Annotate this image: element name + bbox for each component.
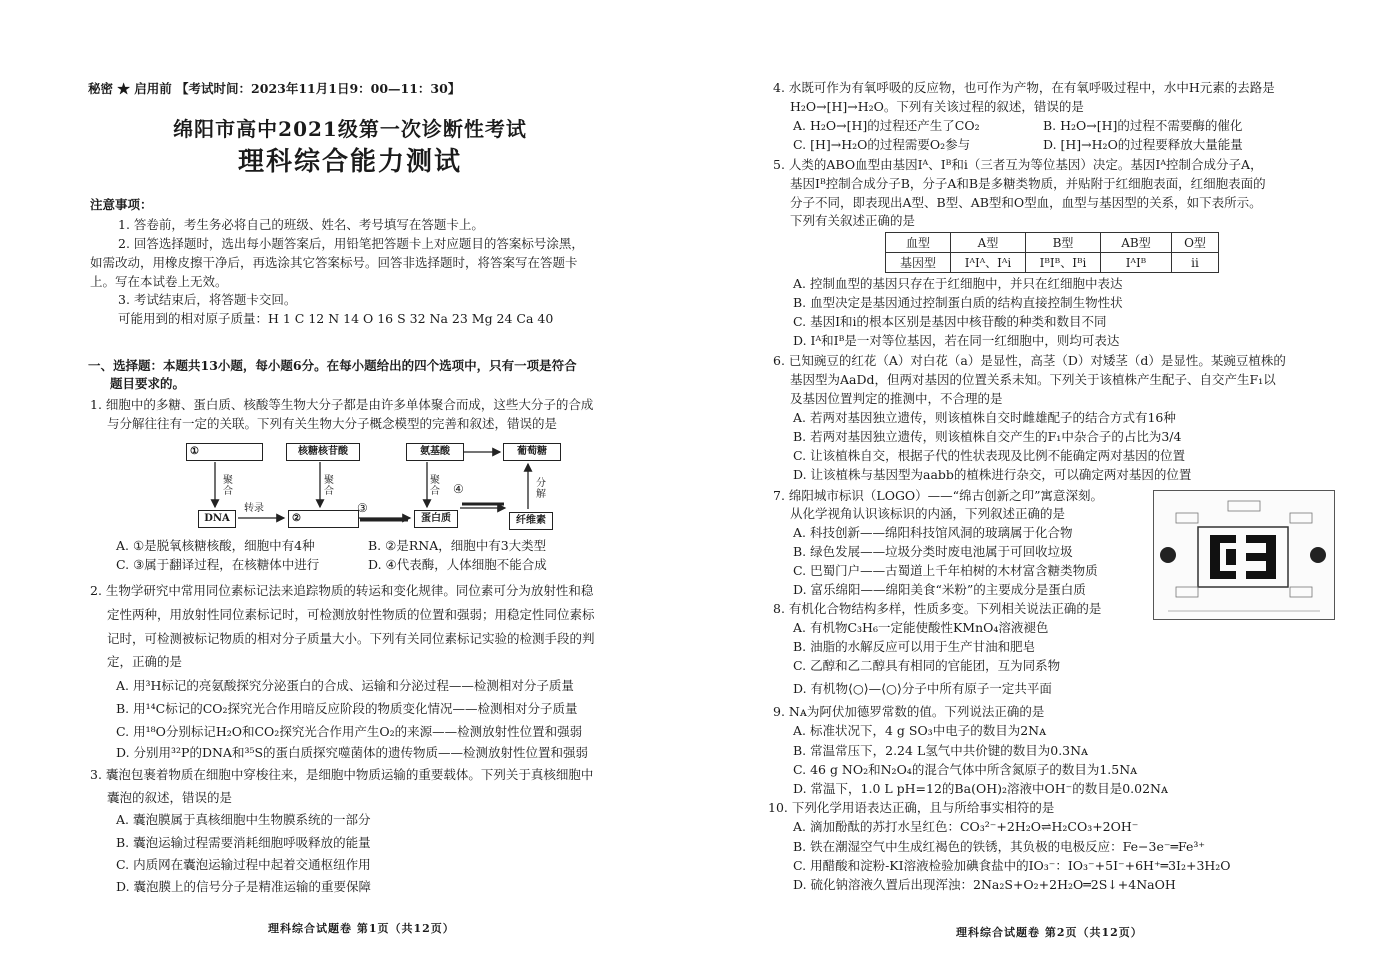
question-1-stem-cont: 与分解往往有一定的关联。下列有关生物大分子概念模型的完善和叙述，错误的是 (107, 416, 558, 431)
table-cell: B型 (1026, 233, 1101, 253)
q10-option-d: D. 硫化钠溶液久置后出现浑浊：2Na₂S+O₂+2H₂O═2S↓+4NaOH (793, 877, 1176, 892)
question-2-stem-cont: 定性两种，用放射性同位素标记时，可检测放射性物质的位置和强弱；用稳定性同位素标 (107, 607, 595, 622)
diagram-box-amino-acid: 氨基酸 (406, 443, 464, 461)
q2-option-a: A. 用³H标记的亮氨酸探究分泌蛋白的合成、运输和分泌过程——检测相对分子质量 (116, 678, 574, 693)
question-7-stem-cont: 从化学视角认识该标识的内涵，下列叙述正确的是 (790, 506, 1066, 521)
question-3-stem: 3. 囊泡包裹着物质在细胞中穿梭往来，是细胞中物质运输的重要载体。下列关于真核细胞中 (90, 767, 594, 782)
question-2-stem-cont: 定，正确的是 (107, 654, 183, 669)
q7-option-d: D. 富乐绵阳——绵阳美食“米粉”的主要成分是蛋白质 (793, 582, 1086, 597)
table-row (886, 253, 1219, 273)
q6-option-b: B. 若两对基因独立遗传，则该植株自交产生的F₁中杂合子的占比为3/4 (793, 429, 1182, 444)
question-2-stem-cont: 记时，可检测被标记物质的相对分子质量大小。下列有关同位素标记实验的检测手段的判 (107, 631, 595, 646)
q3-option-a: A. 囊泡膜属于真核细胞中生物膜系统的一部分 (116, 812, 371, 827)
note-line: 上。写在本试卷上无效。 (90, 274, 228, 289)
diagram-label-decomp: 分解 (536, 478, 546, 500)
q6-option-a: A. 若两对基因独立遗传，则该植株自交时雌雄配子的结合方式有16种 (793, 410, 1176, 425)
table-cell: IᴬIᴬ、Iᴬi (951, 253, 1026, 273)
q7-option-a: A. 科技创新——绵阳科技馆风洞的玻璃属于化合物 (793, 525, 1073, 540)
question-5-stem-cont: 分子不同，即表现出A型、B型、AB型和O型血，血型与基因型的关系，如下表所示。 (790, 195, 1262, 210)
section-heading: 一、选择题：本题共13小题，每小题6分。在每小题给出的四个选项中，只有一项是符合 (88, 358, 577, 373)
section-heading-cont: 题目要求的。 (110, 376, 186, 391)
q1-option-b: B. ②是RNA，细胞中有3大类型 (368, 538, 547, 553)
question-9-stem: 9. Nᴀ为阿伏加德罗常数的值。下列说法正确的是 (773, 704, 1045, 719)
logo-annotations (1176, 501, 1312, 597)
question-7-stem: 7. 绵阳城市标识（LOGO）——“绵古创新之印”寓意深刻。 (773, 488, 1103, 503)
question-2-stem: 2. 生物学研究中常用同位素标记法来追踪物质的转运和变化规律。同位素可分为放射性和稳 (90, 583, 594, 598)
footer-page-1: 理科综合试题卷 第1页（共12页） (268, 922, 455, 935)
diagram-label-3: ③ (357, 501, 368, 515)
diagram-arrows (0, 0, 700, 560)
macromolecule-diagram (0, 0, 700, 560)
blood-type-table (885, 232, 1219, 273)
logo-seal (1210, 535, 1276, 579)
question-3-stem-cont: 囊泡的叙述，错误的是 (107, 790, 233, 805)
q2-option-d: D. 分别用³²P的DNA和³⁵S的蛋白质探究噬菌体的遗传物质——检测放射性位置和强弱 (116, 745, 589, 760)
q3-option-c: C. 内质网在囊泡运输过程中起着交通枢纽作用 (116, 857, 371, 872)
q3-option-d: D. 囊泡膜上的信号分子是精准运输的重要保障 (116, 879, 372, 894)
question-4-stem: 4. 水既可作为有氧呼吸的反应物，也可作为产物，在有氧呼吸过程中，水中H元素的去路是 (773, 80, 1275, 95)
table-row (886, 233, 1219, 253)
note-line: 3. 考试结束后，将答题卡交回。 (118, 292, 297, 307)
q7-option-b: B. 绿色发展——垃圾分类时废电池属于可回收垃圾 (793, 544, 1073, 559)
q10-option-c: C. 用醋酸和淀粉-KI溶液检验加碘食盐中的IO₃⁻：IO₃⁻+5I⁻+6H⁺═3I₂+3H₂O (793, 858, 1231, 873)
q9-option-a: A. 标准状况下，4 g SO₃中电子的数目为2Nᴀ (793, 723, 1047, 738)
q6-option-d: D. 让该植株与基因型为aabb的植株进行杂交，可以确定两对基因的位置 (793, 467, 1192, 482)
exam-title: 绵阳市高中2021级第一次诊断性考试 (173, 117, 527, 141)
table-cell: 基因型 (886, 253, 951, 273)
q7-option-c: C. 巴蜀门户——古蜀道上千年柏树的木材富含糖类物质 (793, 563, 1098, 578)
q9-option-d: D. 常温下，1.0 L pH=12的Ba(OH)₂溶液中OH⁻的数目是0.02Nᴀ (793, 781, 1169, 796)
q8-option-c: C. 乙醇和乙二醇具有相同的官能团，互为同系物 (793, 658, 1061, 673)
q9-option-c: C. 46 g NO₂和N₂O₄的混合气体中所含氮原子的数目为1.5Nᴀ (793, 762, 1138, 777)
note-line: 如需改动，用橡皮擦干净后，再选涂其它答案标号。回答非选择题时，将答案写在答题卡 (90, 255, 578, 270)
q4-option-a: A. H₂O→[H]的过程还产生了CO₂ (793, 118, 980, 133)
q2-option-c: C. 用¹⁸O分别标记H₂O和CO₂探究光合作用产生O₂的来源——检测放射性位置和强弱 (116, 724, 583, 739)
notes-heading: 注意事项： (90, 197, 153, 212)
q2-option-b: B. 用¹⁴C标记的CO₂探究光合作用暗反应阶段的物质变化情况——检测相对分子质量 (116, 701, 578, 716)
q9-option-b: B. 常温常压下，2.24 L氢气中共价键的数目为0.3Nᴀ (793, 743, 1089, 758)
exam-subtitle: 理科综合能力测试 (237, 147, 462, 177)
q3-option-b: B. 囊泡运输过程需要消耗细胞呼吸释放的能量 (116, 835, 371, 850)
q5-option-c: C. 基因I和i的根本区别是基因中核苷酸的种类和数目不同 (793, 314, 1107, 329)
q1-option-a: A. ①是脱氧核糖核酸，细胞中有4种 (116, 538, 315, 553)
diagram-box-cellulose: 纤维素 (509, 512, 553, 530)
q8-option-d: D. 有机物⟨○⟩—⟨○⟩分子中所有原子一定共平面 (793, 681, 1052, 696)
question-1-stem: 1. 细胞中的多糖、蛋白质、核酸等生物大分子都是由许多单体聚合而成，这些大分子的合成 (90, 397, 594, 412)
q5-option-d: D. Iᴬ和Iᴮ是一对等位基因，若在同一红细胞中，则均可表达 (793, 333, 1120, 348)
q8-option-a: A. 有机物C₃H₆一定能使酸性KMnO₄溶液褪色 (793, 620, 1049, 635)
question-5-stem: 5. 人类的ABO血型由基因Iᴬ、Iᴮ和i（三者互为等位基因）决定。基因Iᴬ控制合成分子A， (773, 157, 1263, 172)
q10-option-b: B. 铁在潮湿空气中生成红褐色的铁锈，其负极的电极反应：Fe−3e⁻═Fe³⁺ (793, 839, 1205, 854)
q8-option-b: B. 油脂的水解反应可以用于生产甘油和肥皂 (793, 639, 1036, 654)
diagram-box-1: ① (186, 443, 263, 461)
diagram-label-transcription: 转录 (244, 503, 264, 514)
table-cell: ii (1172, 253, 1219, 273)
city-logo-graphic (1154, 491, 1334, 619)
question-4-stem-cont: H₂O→[H]→H₂O。下列有关该过程的叙述，错误的是 (790, 99, 1084, 114)
logo-left-dot (1160, 547, 1176, 563)
diagram-label-poly-1: 聚合 (223, 475, 233, 497)
q4-option-d: D. [H]→H₂O的过程要释放大量能量 (1043, 137, 1243, 152)
q5-option-b: B. 血型决定是基因通过控制蛋白质的结构直接控制生物性状 (793, 295, 1123, 310)
note-line: 2. 回答选择题时，选出每小题答案后，用铅笔把答题卡上对应题目的答案标号涂黑， (118, 236, 584, 251)
logo-right-dot (1310, 547, 1326, 563)
q4-option-c: C. [H]→H₂O的过程需要O₂参与 (793, 137, 971, 152)
q6-option-c: C. 让该植株自交，根据子代的性状表现及比例不能确定两对基因的位置 (793, 448, 1186, 463)
question-8-stem: 8. 有机化合物结构多样，性质多变。下列相关说法正确的是 (773, 601, 1102, 616)
question-6-stem-cont: 及基因位置判定的推测中，不合理的是 (790, 391, 1003, 406)
question-6-stem: 6. 已知豌豆的红花（A）对白花（a）是显性，高茎（D）对矮茎（d）是显性。某豌豆植株的 (773, 353, 1286, 368)
diagram-label-4: ④ (453, 482, 464, 496)
diagram-box-2: ② (288, 510, 359, 528)
table-cell: IᴬIᴮ (1101, 253, 1172, 273)
question-6-stem-cont: 基因型为AaDd，但两对基因的位置关系未知。下列关于该植株产生配子、自交产生F₁以 (790, 372, 1276, 387)
question-5-stem-cont: 基因Iᴮ控制合成分子B，分子A和B是多糖类物质，并贴附于红细胞表面，红细胞表面的 (790, 176, 1266, 191)
diagram-box-glucose: 葡萄糖 (503, 443, 561, 461)
table-cell: 血型 (886, 233, 951, 253)
table-cell: O型 (1172, 233, 1219, 253)
diagram-box-protein: 蛋白质 (414, 510, 458, 528)
footer-page-2: 理科综合试题卷 第2页（共12页） (956, 926, 1143, 939)
table-cell: AB型 (1101, 233, 1172, 253)
note-line: 1. 答卷前，考生务必将自己的班级、姓名、考号填写在答题卡上。 (118, 217, 484, 232)
diagram-label-poly-3: 聚合 (430, 475, 440, 497)
diagram-box-nucleotide: 核糖核苷酸 (286, 443, 360, 461)
diagram-box-dna: DNA (198, 510, 236, 528)
diagram-label-poly-2: 聚合 (324, 475, 334, 497)
table-cell: A型 (951, 233, 1026, 253)
q4-option-b: B. H₂O→[H]的过程不需要酶的催化 (1043, 118, 1243, 133)
q10-option-a: A. 滴加酚酞的苏打水呈红色：CO₃²⁻+2H₂O⇌H₂CO₃+2OH⁻ (793, 819, 1139, 834)
q1-option-d: D. ④代表酶，人体细胞不能合成 (368, 557, 547, 572)
city-logo-image (1153, 490, 1335, 620)
q1-option-c: C. ③属于翻译过程，在核糖体中进行 (116, 557, 320, 572)
q5-option-a: A. 控制血型的基因只存在于红细胞中，并只在红细胞中表达 (793, 276, 1123, 291)
confidential-header: 秘密 ★ 启用前 【考试时间：2023年11月1日9：00—11：30】 (88, 81, 461, 96)
question-5-stem-cont: 下列有关叙述正确的是 (790, 213, 916, 228)
note-line: 可能用到的相对原子质量：H 1 C 12 N 14 O 16 S 32 Na 23 Mg 24 Ca 40 (118, 311, 554, 326)
question-10-stem: 10. 下列化学用语表达正确，且与所给事实相符的是 (768, 800, 1055, 815)
table-cell: IᴮIᴮ、Iᴮi (1026, 253, 1101, 273)
